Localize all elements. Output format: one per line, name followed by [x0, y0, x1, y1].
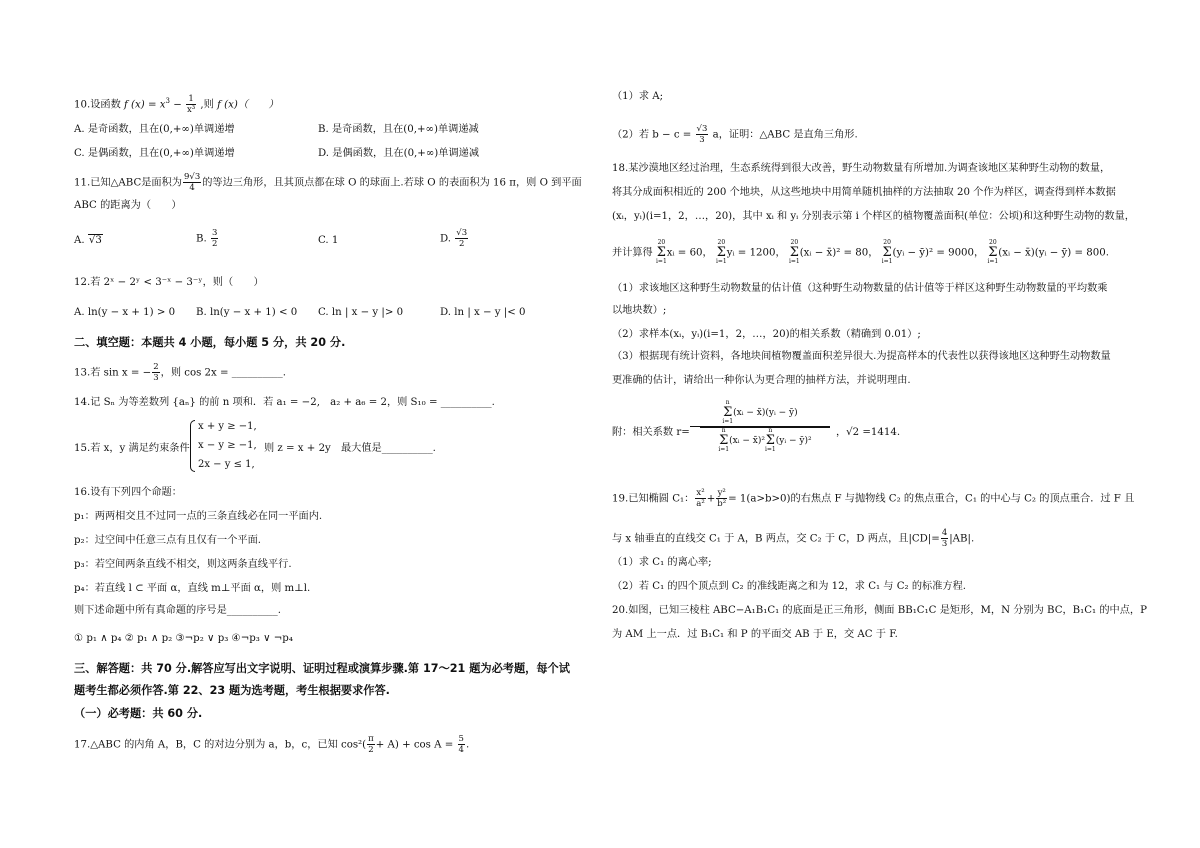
q18-formula-lead: 附：相关系数 r=: [612, 427, 690, 438]
q12-option-d: D. ln | x − y |< 0: [440, 307, 526, 318]
q11-line2: ABC 的距离为（ ）: [74, 200, 182, 211]
q16-p4: p₄：若直线 l ⊂ 平面 α，直线 m⊥平面 α，则 m⊥l.: [74, 583, 311, 594]
q10-option-b: B. 是奇函数，且在(0,+∞)单调递减: [318, 124, 479, 135]
q10-fx: f (x) = x: [124, 99, 166, 111]
q15-lead: 15.若 x，y 满足约束条件: [74, 443, 190, 454]
q10-stem: 10.设函数 f $(x) = x^3$ − $\frac{1}{\text{x³}}$ ,则 f (x)（ ）: [74, 94, 279, 115]
q12-option-b: B. ln(y − x + 1) < 0: [196, 307, 298, 318]
q11-line1: [74, 172, 582, 193]
q18-line3: (xᵢ，yᵢ)(i=1，2，…，20)，其中 xᵢ 和 yᵢ 分别表示第 i 个样区的植物覆盖面积(单位：公顷)和这种野生动物的数量，: [612, 211, 1135, 222]
section-3-subheading: （一）必考题：共 60 分.: [74, 707, 203, 720]
q18-part3-line1: （3）根据现有统计资料，各地块间植物覆盖面积差异很大.为提高样本的代表性以获得该地区这种野生动物数量: [612, 351, 1111, 362]
q17-part1: （1）求 A;: [612, 91, 664, 102]
q16-ask: 则下述命题中所有真命题的序号是__________.: [74, 605, 281, 616]
q16-choices: ① p₁ ∧ p₄ ② p₁ ∧ p₂ ③¬p₂ ∨ p₃ ④¬p₃ ∨ ¬p₄: [74, 633, 293, 644]
section-3-heading-line2: 题考生都必须作答.第 22、23 题为选考题，考生根据要求作答.: [74, 684, 390, 697]
q10-fx2: f (x)（ ）: [217, 99, 279, 111]
q12-option-a: A. ln(y − x + 1) > 0: [74, 307, 176, 318]
q18-part2: （2）求样本(xᵢ，yᵢ)(i=1，2，…，20)的相关系数（精确到 0.01）;: [612, 329, 921, 340]
q19-line2: 与 x 轴垂直的直线交 C₁ 于 A，B 两点，交 C₂ 于 C，D 两点，且|CD|= $\frac{4}{3}$ |AB|.: [612, 528, 975, 549]
q11-area-frac: $\frac{9√3}{4}$: [184, 172, 201, 193]
q10-after: ,则: [200, 99, 214, 111]
q20-line2: 为 AM 上一点．过 B₁C₁ 和 P 的平面交 AB 于 E，交 AC 于 F.: [612, 629, 898, 640]
q11-option-c: C. 1: [318, 235, 339, 246]
q12-option-c: C. ln | x − y |> 0: [318, 307, 404, 318]
q11-rest: 的等边三角形，且其顶点都在球 O 的球面上.若球 O 的表面积为 16 π，则 O 到平面: [202, 177, 582, 189]
q19-part1: （1）求 C₁ 的离心率;: [612, 557, 712, 568]
q15-brace: [190, 420, 195, 472]
q16-stem: 16.设有下列四个命题：: [74, 487, 182, 498]
q14: 14.记 Sₙ 为等差数列 {aₙ} 的前 n 项和．若 a₁ = −2, a₂ + a₆ = 2，则 S₁₀ = __________.: [74, 397, 495, 408]
q10-option-c: C. 是偶函数，且在(0,+∞)单调递增: [74, 148, 235, 159]
q18-formula-fraction: n Σ i=1(xᵢ − x̄)(yᵢ − ȳ) n Σ i=1(xᵢ − x̄)²n Σ i=1(yᵢ − ȳ)²: [690, 400, 830, 453]
q19-part2: （2）若 C₁ 的四个顶点到 C₂ 的准线距离之和为 12，求 C₁ 与 C₂ 的标准方程.: [612, 581, 967, 592]
q12-stem: 12.若 2ˣ − 2ʸ < 3⁻ˣ − 3⁻ʸ，则（ ）: [74, 277, 264, 288]
section-2-heading: 二、填空题：本题共 4 小题，每小题 5 分，共 20 分.: [74, 336, 346, 349]
q11-option-b: B. $\frac{3}{2}$: [196, 228, 218, 249]
q16-p3: p₃：若空间两条直线不相交，则这两条直线平行.: [74, 559, 292, 570]
q18-part3-line2: 更准确的估计，请给出一种你认为更合理的抽样方法，并说明理由.: [612, 375, 911, 386]
q10-lead: 10.设函数: [74, 99, 121, 111]
q18-line4: 并计算得 20 Σ i=1xᵢ = 60， 20 Σ i=1yᵢ = 1200， 20 Σ i=1(xᵢ − x̄)² = 80， 20 Σ i=1(yᵢ − ȳ)² = 9000， 20 Σ i=1(xᵢ − x̄)(yᵢ − ȳ) = 800.: [612, 239, 1109, 265]
q10-frac: $\frac{1}{\text{x³}}$: [186, 94, 196, 115]
q17-part2: （2）若 b − c = $\frac{√3}{3}$ a，证明：△ABC 是直角三角形.: [612, 124, 858, 145]
q15-constraint-1: x + y ≥ −1,: [198, 421, 257, 432]
q11-option-a: A. √3: [74, 235, 102, 246]
q10-option-a: A. 是奇函数，且在(0,+∞)单调递增: [74, 124, 235, 135]
q17-stem: 17.△ABC 的内角 A，B，C 的对边分别为 a，b，c，已知 cos²( $\frac{\pi}{2}$ + A) + cos A = $\frac{5}{4}$ .: [74, 734, 470, 755]
q18-part1-line2: 以地块数）;: [612, 305, 667, 316]
q15-constraint-3: 2x − y ≤ 1,: [198, 459, 255, 470]
q15-ask: 则 z = x + 2y 最大值是__________.: [264, 443, 436, 454]
q15-constraint-2: x − y ≥ −1,: [198, 440, 257, 451]
q11-lead: 11.已知△ABC是面积为: [74, 177, 182, 189]
q18-line2: 将其分成面积相近的 200 个地块，从这些地块中用简单随机抽样的方法抽取 20 个作为样区，调查得到样本数据: [612, 187, 1116, 198]
section-3-heading-line1: 三、解答题：共 70 分.解答应写出文字说明、证明过程或演算步骤.第 17～21 题为必考题，每个试: [74, 662, 570, 675]
q11-option-d: D. $\frac{√3}{2}$: [440, 228, 468, 249]
q19-line1: 19.已知椭圆 C₁： $\frac{\text{x²}}{\text{a²}}$ + $\frac{\text{y²}}{\text{b²}}$ = 1(a>b>0)的右焦点 F 与抛物线 C₂ 的焦点重合，C₁ 的中心与 C₂ 的顶点重合．过 F 且: [612, 488, 1135, 509]
q16-p2: p₂：过空间中任意三点有且仅有一个平面.: [74, 535, 262, 546]
q16-p1: p₁：两两相交且不过同一点的三条直线必在同一平面内.: [74, 511, 323, 522]
q10-option-d: D. 是偶函数，且在(0,+∞)单调递减: [318, 148, 480, 159]
q20-line1: 20.如图，已知三棱柱 ABC−A₁B₁C₁ 的底面是正三角形，侧面 BB₁C₁C 是矩形，M，N 分别为 BC，B₁C₁ 的中点，P: [612, 605, 1147, 616]
q18-formula-note: ，√2 =1414.: [836, 427, 901, 438]
q13: 13.若 sin x = − $\frac{2}{3}$ ，则 cos 2x = __________.: [74, 362, 286, 383]
q18-part1-line1: （1）求该地区这种野生动物数量的估计值（这种野生动物数量的估计值等于样区这种野生动物数量的平均数乘: [612, 283, 1108, 294]
q18-line1: 18.某沙漠地区经过治理，生态系统得到很大改善，野生动物数量有所增加.为调查该地区某种野生动物的数量，: [612, 163, 1111, 174]
